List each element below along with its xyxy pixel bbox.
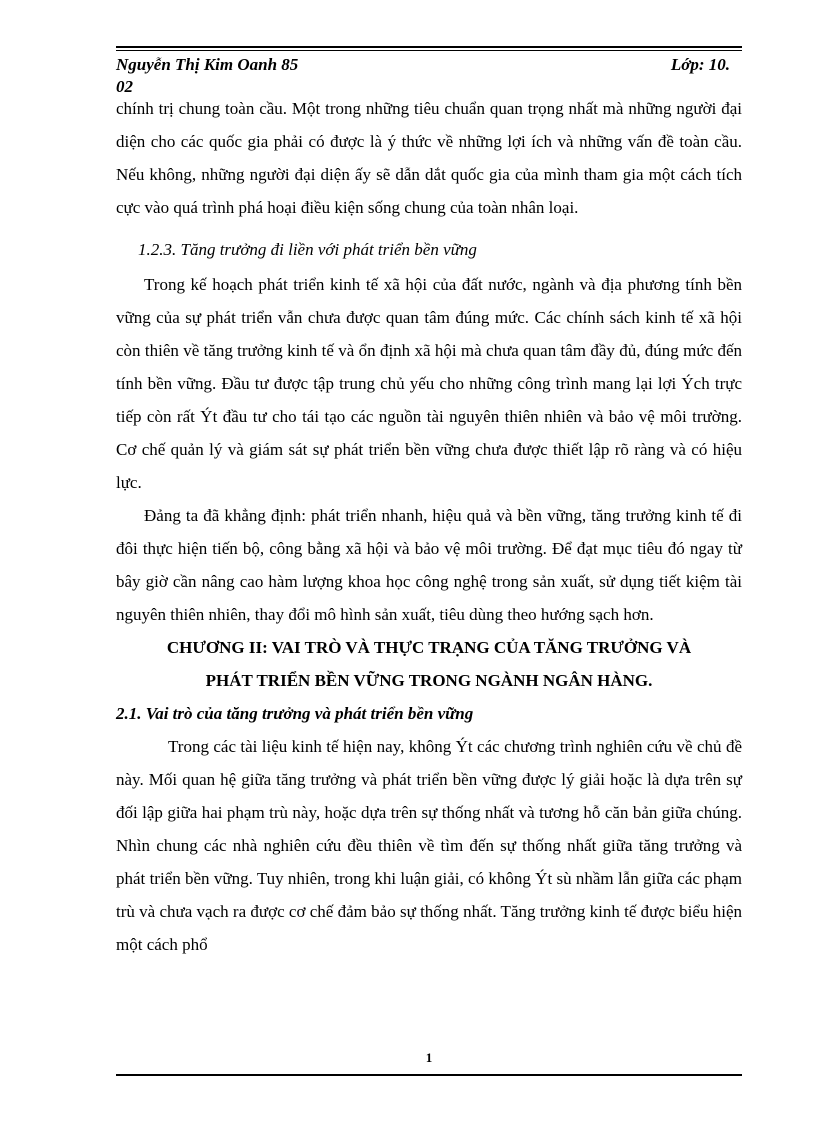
footer-rule [116, 1074, 742, 1076]
header-author-continued: 02 [116, 77, 133, 96]
chapter-title-line-1: CHƯƠNG II: VAI TRÒ VÀ THỰC TRẠNG CỦA TĂNG TRƯỞNG VÀ [166, 638, 692, 657]
subheading-1-2-3: 1.2.3. Tăng trưởng đi liền với phát triển bền vững [138, 240, 477, 259]
header-class: Lớp: 10. [670, 55, 730, 74]
page-number: 1 [425, 1050, 433, 1065]
paragraph-1: chính trị chung toàn cầu. Một trong những tiêu chuẩn quan trọng nhất mà những người đại diện cho các quốc gia phải có được là ý thức về những lợi ích và những vấn đề toàn cầu. Nếu không, những người đại diện ấy sẽ dẫn dắt quốc gia của mình tham gia một cách tích cực vào quá trình phá hoại điều kiện sống chung của toàn nhân loại. [116, 99, 742, 217]
paragraph-2: Trong kế hoạch phát triển kinh tế xã hội của đất nước, ngành và địa phương tính bền vững của sự phát triển vẫn chưa được quan tâm đúng mức. Các chính sách kinh tế xã hội còn thiên về tăng trưởng kinh tế và ổn định xã hội mà chưa quan tâm đầy đủ, đúng mức đến tính bền vững. Đầu tư được tập trung chủ yếu cho những công trình mang lại lợi Ých trực tiếp còn rất Ýt đầu tư cho tái tạo các nguồn tài nguyên thiên nhiên và bảo vệ môi trường. Cơ chế quản lý và giám sát sự phát triển bền vững chưa được thiết lập rõ ràng và có hiệu lực. [116, 275, 742, 492]
paragraph-4: Trong các tài liệu kinh tế hiện nay, không Ýt các chương trình nghiên cứu về chủ đề này. Mối quan hệ giữa tăng trưởng và phát triển bền vững được lý giải hoặc là dựa trên sự đối lập giữa hai phạm trù này, hoặc dựa trên sự thống nhất và tương hỗ căn bản giữa chúng. Nhìn chung các nhà nghiên cứu đều thiên về tìm đến sự thống nhất giữa tăng trưởng và phát triển bền vững. Tuy nhiên, trong khi luận giải, có không Ýt sù nhầm lẫn giữa các phạm trù và chưa vạch ra được cơ chế đảm bảo sự thống nhất. Tăng trưởng kinh tế được biểu hiện một cách phổ [116, 737, 742, 954]
document-body [116, 92, 742, 961]
section-heading-2-1: 2.1. Vai trò của tăng trưởng và phát triển bền vững [116, 704, 474, 723]
header-rule-thick [116, 46, 742, 48]
header-author: Nguyễn Thị Kim Oanh 85 [116, 55, 299, 74]
paragraph-3: Đảng ta đã khẳng định: phát triển nhanh, hiệu quả và bền vững, tăng trưởng kinh tế đi đôi thực hiện tiến bộ, công bằng xã hội và bảo vệ môi trường. Để đạt mục tiêu đó ngay từ bây giờ cần nâng cao hàm lượng khoa học công nghệ trong sản xuất, sử dụng tiết kiệm tài nguyên thiên nhiên, thay đổi mô hình sản xuất, tiêu dùng theo hướng sạch hơn. [116, 506, 742, 624]
header-rule-thin [116, 50, 742, 51]
chapter-title-line-2: PHÁT TRIỂN BỀN VỮNG TRONG NGÀNH NGÂN HÀNG. [205, 671, 653, 690]
